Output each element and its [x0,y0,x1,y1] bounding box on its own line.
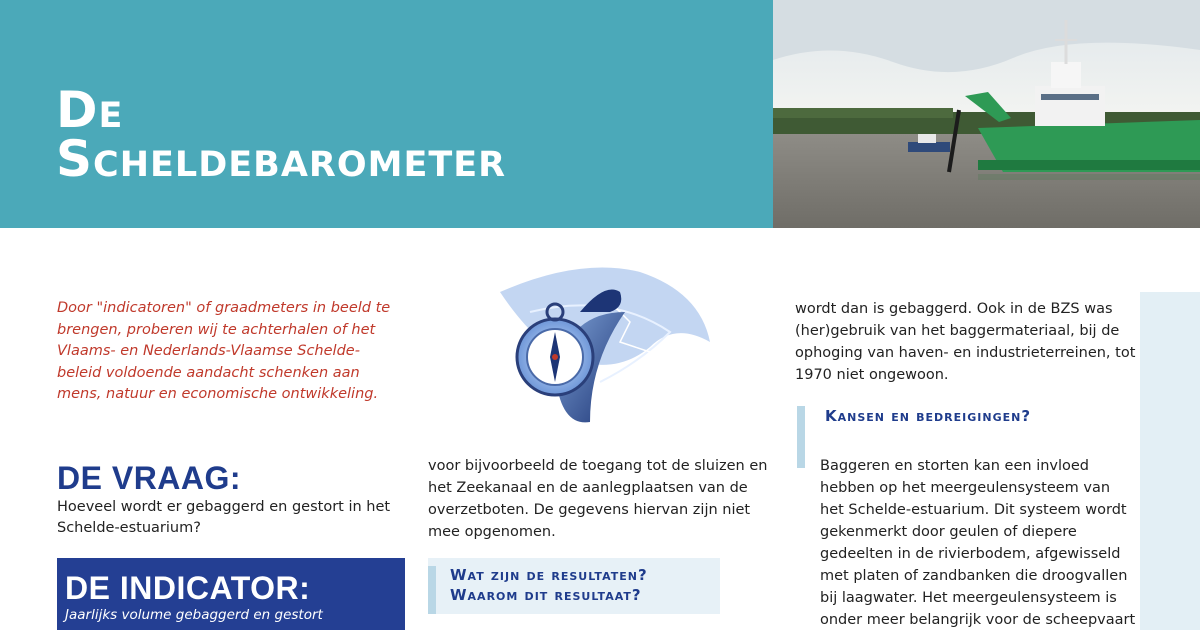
intro-text: Door "indicatoren" of graadmeters in beeld te brengen, proberen wij te achterhalen of het Vlaams- en Nederlands-Vlaamse Schelde-beleid voldoende aandacht schenken aan mens, natuur en economische ontwikkeling. [57,300,391,402]
page-title [56,81,507,188]
indicator-subtitle: Jaarlijks volume gebaggerd en gestort [65,607,323,623]
vraag-text: Hoeveel wordt er gebaggerd en gestort in het Schelde-estuarium? [57,499,391,536]
vraag-heading: DE VRAAG: [57,460,242,496]
indicator-heading: DE INDICATOR: [65,570,311,606]
dredging-ship-photo [773,0,1200,228]
results-subhead-bar [428,566,436,614]
title-line-2: Scheldebarometer [56,130,507,188]
results-subhead-line-1: Wat zijn de resultaten? [450,566,648,584]
kansen-subhead-bar [797,406,805,468]
kansen-subhead: Kansen en bedreigingen? [825,407,1032,425]
results-subhead-line-2: Waarom dit resultaat? [450,586,642,604]
compass-illustration [460,252,730,442]
middle-body-text: voor bijvoorbeeld de toegang tot de sluizen en het Zeekanaal en de aanlegplaatsen van de overzetboten. De gegevens hiervan zijn niet mee opgenomen. [428,458,768,540]
right-body-text: Baggeren en storten kan een invloed hebben op het meergeulensysteem van het Schelde-estuarium. Dit systeem wordt gekenmerkt door geulen of diepere gedeelten in de rivierbodem, afgewisseld met platen of zandbanken die droogvallen bij laagwater. Het meergeulensysteem is onder meer belangrijk voor de scheepvaart [820,458,1136,628]
indicator-box [57,558,405,630]
side-strip [1140,292,1200,630]
title-line-1: De [56,81,124,139]
header-banner [0,0,773,228]
right-top-text: wordt dan is gebaggerd. Ook in de BZS was (her)gebruik van het baggermateriaal, bij de ophoging van haven- en industrieterreinen, tot 1970 niet ongewoon. [795,301,1136,383]
